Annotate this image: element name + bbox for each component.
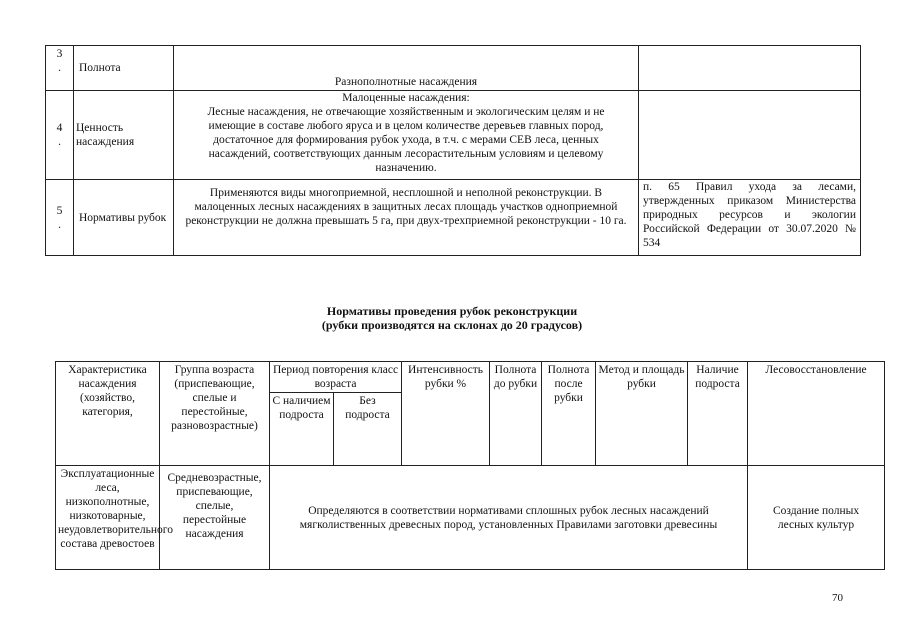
row-reference [639,46,861,91]
row-description: Малоценные насаждения: Лесные насаждения, не отвечающие хозяйственным и экологическим целям и не имеющие в составе любого яруса и в целом количестве деревьев главных пород, достаточное для формирования рубок ухода, в т.ч. с мерами СЕВ леса, ценных насаждений, соответствующих данным лесорастительным условиям и целевому назначению. [174,91,639,180]
header-reforestation: Лесовосстановление [748,362,885,466]
header-row [56,362,885,393]
section-subtitle: (рубки производятся на склонах до 20 градусов) [321,318,583,332]
header-density-before: Полнота до рубки [490,362,542,466]
header-with-undergrowth: С наличием подроста [270,393,334,466]
header-method-area: Метод и площадь рубки [596,362,688,466]
row-description: Применяются виды многоприемной, несплошной и неполной реконструкции. В малоценных лесных насаждениях в защитных лесах площадь участков одноприемной реконструкции не должна превышать 5 га, при двух-трехприемной реконструкции - 10 га. [174,180,639,256]
row-number: 4 . [46,91,74,180]
table-row [46,46,861,91]
row-name: Полнота [74,46,174,91]
cell-reforestation: Создание полных лесных культур [748,466,885,570]
header-repeat-period: Период повторения класс возраста [270,362,402,393]
row-description: Разнополнотные насаждения [174,46,639,91]
row-name: Ценность насаждения [74,91,174,180]
cell-merged-norms: Определяются в соответствии нормативами сплошных рубок лесных насаждений мягколиственных древесных пород, установленных Правилами заготовки древесины [270,466,748,570]
reconstruction-norms-table [55,361,885,570]
header-without-undergrowth: Без подроста [334,393,402,466]
header-intensity: Интенсивность рубки % [402,362,490,466]
row-number: 5 . [46,180,74,256]
criteria-table [45,45,861,256]
cell-characteristic: Эксплуатационные леса, низкополнотные, низкотоварные, неудовлетворительного состава древостоев [56,466,160,570]
table-row [56,466,885,570]
header-age-group: Группа возраста (приспевающие, спелые и перестойные, разновозрастные) [160,362,270,466]
section-title: Нормативы проведения рубок реконструкции [326,304,578,318]
row-number: 3 . [46,46,74,91]
header-characteristic: Характеристика насаждения (хозяйство, категория, [56,362,160,466]
table-row [46,91,861,180]
table-row [46,180,861,256]
header-undergrowth: Наличие подроста [688,362,748,466]
page-number: 70 [832,592,843,604]
row-reference: п. 65 Правил ухода за лесами, утвержденных приказом Министерства природных ресурсов и экологии Российской Федерации от 30.07.2020 № 534 [639,180,861,256]
header-density-after: Полнота после рубки [542,362,596,466]
row-reference [639,91,861,180]
row-name: Нормативы рубок [74,180,174,256]
cell-age-group: Средневозрастные, приспевающие, спелые, перестойные насаждения [160,466,270,570]
